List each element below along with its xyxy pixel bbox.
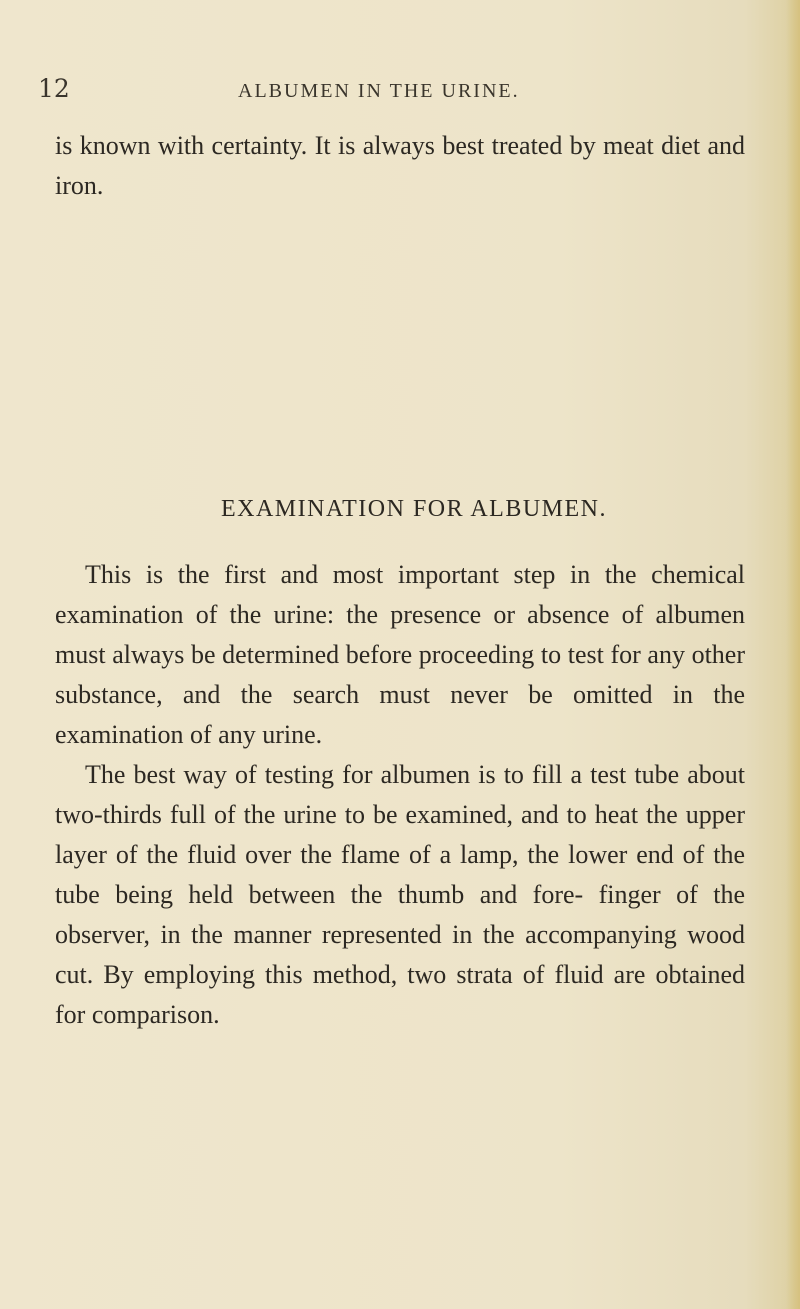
paragraph: This is the first and most important step in the chemical examination of the urine: the presence or absence of albumen must always be determined before proceeding to test for any other substance, and the search must never be omitted in the examination of any urine.	[55, 560, 745, 749]
page-header	[38, 74, 758, 110]
page-number: 12	[38, 74, 70, 103]
page-edge	[786, 0, 800, 1309]
section-heading: EXAMINATION FOR ALBUMEN.	[220, 496, 607, 522]
running-head: ALBUMEN IN THE URINE.	[238, 80, 520, 102]
section-body	[55, 555, 745, 1035]
continued-paragraph-block	[55, 126, 745, 206]
continued-paragraph: is known with certainty. It is always best treated by meat diet and iron.	[55, 131, 745, 200]
paragraph: The best way of testing for albumen is to fill a test tube about two-thirds full of the urine to be examined, and to heat the upper layer of the fluid over the flame of a lamp, the lower end of the tube being held between the thumb and fore- finger of the observer, in the manner represented in the accompanying wood cut. By employing this method, two strata of fluid are obtained for comparison.	[55, 760, 745, 1029]
